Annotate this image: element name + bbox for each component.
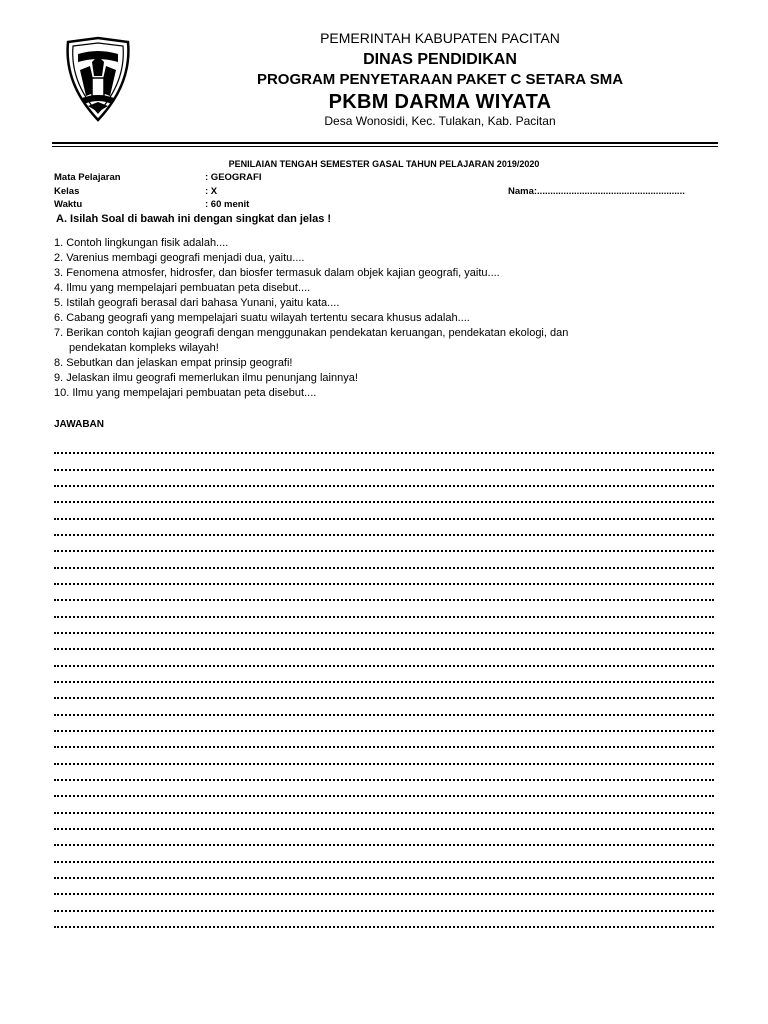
government-name: PEMERINTAH KABUPATEN PACITAN [320,30,560,46]
answer-line [54,716,714,732]
answer-line [54,732,714,748]
institution-name: PKBM DARMA WIYATA [328,91,552,113]
name-field: Nama:........................................................ [508,186,685,197]
answer-line [54,471,714,487]
answer-lines [54,438,714,928]
section-heading: A. Isilah Soal di bawah ini dengan singkat dan jelas ! [56,213,332,225]
answer-line [54,748,714,764]
question-item: 1. Contoh lingkungan fisik adalah.... [54,237,229,249]
question-item: 2. Varenius membagi geografi menjadi dua, yaitu.... [54,252,305,264]
department-name: DINAS PENDIDIKAN [363,51,517,68]
answer-line [54,601,714,617]
answer-line [54,487,714,503]
answer-line [54,699,714,715]
program-name: PROGRAM PENYETARAAN PAKET C SETARA SMA [256,71,624,88]
answer-line [54,569,714,585]
answer-line [54,830,714,846]
answer-line [54,667,714,683]
answer-line [54,814,714,830]
answer-line [54,650,714,666]
answer-line [54,503,714,519]
time-value: : 60 menit [205,199,250,210]
answer-line [54,520,714,536]
question-item: 5. Istilah geografi berasal dari bahasa Yunani, yaitu kata.... [54,297,340,309]
answer-line [54,781,714,797]
header-divider-thick [52,142,718,144]
letterhead [0,0,768,150]
answer-line [54,634,714,650]
question-item: 3. Fenomena atmosfer, hidrosfer, dan biosfer termasuk dalam objek kajian geografi, yaitu.... [54,267,500,279]
question-item-continuation: pendekatan kompleks wilayah! [69,342,219,354]
answer-line [54,618,714,634]
time-label: Waktu [54,199,83,210]
exam-title: PENILAIAN TENGAH SEMESTER GASAL TAHUN PELAJARAN 2019/2020 [228,159,540,169]
question-item: 4. Ilmu yang mempelajari pembuatan peta disebut.... [54,282,311,294]
institution-address: Desa Wonosidi, Kec. Tulakan, Kab. Pacitan [324,114,556,128]
answer-line [54,536,714,552]
answer-line [54,552,714,568]
answer-line [54,585,714,601]
answer-line [54,683,714,699]
subject-label: Mata Pelajaran [54,172,121,183]
answer-line [54,895,714,911]
question-item: 9. Jelaskan ilmu geografi memerlukan ilmu penunjang lainnya! [54,372,358,384]
question-item: 6. Cabang geografi yang mempelajari suatu wilayah tertentu secara khusus adalah.... [54,312,470,324]
answer-line [54,454,714,470]
question-item: 7. Berikan contoh kajian geografi dengan menggunakan pendekatan keruangan, pendekatan ekologi, dan [54,327,569,339]
answer-line [54,797,714,813]
answer-line [54,438,714,454]
class-label: Kelas [54,186,80,197]
subject-value: : GEOGRAFI [205,172,262,183]
answer-heading: JAWABAN [54,419,105,430]
header-divider-thin [52,146,718,147]
answer-line [54,912,714,928]
answer-line [54,863,714,879]
answer-line [54,879,714,895]
class-value: : X [205,186,218,197]
answer-line [54,846,714,862]
question-item: 8. Sebutkan dan jelaskan empat prinsip geografi! [54,357,293,369]
question-list [54,236,734,401]
answer-line [54,765,714,781]
question-item: 10. Ilmu yang mempelajari pembuatan peta disebut.... [54,387,317,399]
